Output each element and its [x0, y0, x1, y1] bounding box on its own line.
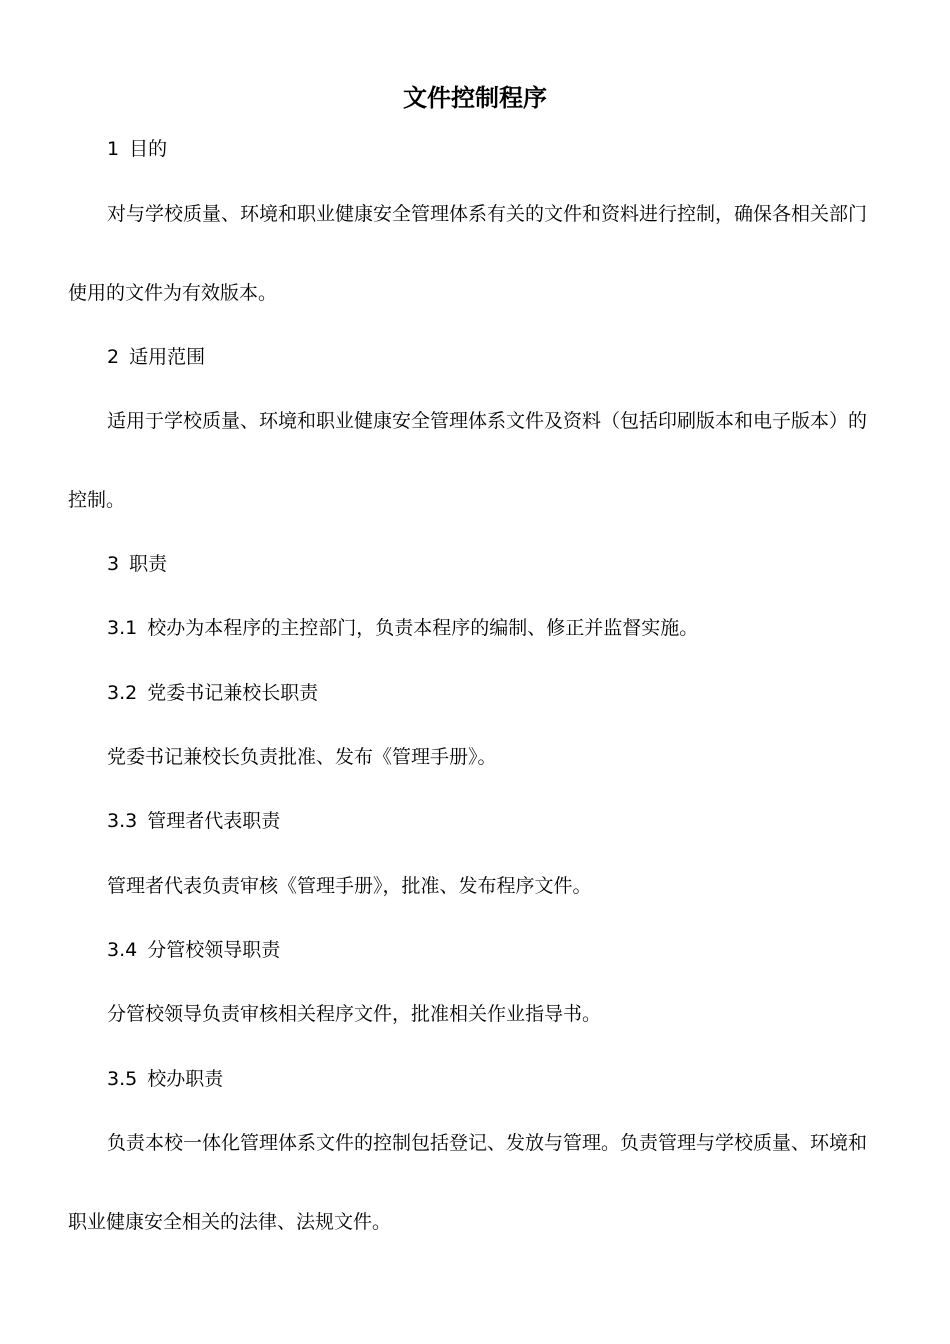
paragraph-line: 对与学校质量、环境和职业健康安全管理体系有关的文件和资料进行控制，确保各相关部门 [107, 203, 868, 225]
document-title: 文件控制程序 [403, 84, 547, 112]
subsection-3-2-heading [107, 679, 318, 707]
paragraph-line: 党委书记兼校长负责批准、发布《管理手册》。 [107, 746, 497, 768]
subsection-text: 校办为本程序的主控部门，负责本程序的编制、修正并监督实施。 [147, 617, 699, 639]
section-title: 职责 [129, 553, 168, 575]
subsection-title: 管理者代表职责 [147, 810, 281, 832]
paragraph-line: 负责本校一体化管理体系文件的控制包括登记、发放与管理。负责管理与学校质量、环境和 [107, 1132, 868, 1154]
subsection-number: 3.2 [107, 682, 138, 704]
paragraph-line: 使用的文件为有效版本。 [68, 282, 278, 304]
subsection-3-3-heading [107, 807, 280, 835]
section-3-heading [107, 550, 167, 578]
subsection-number: 3.4 [107, 939, 138, 961]
paragraph-line: 控制。 [68, 489, 126, 511]
paragraph-line: 适用于学校质量、环境和职业健康安全管理体系文件及资料（包括印刷版本和电子版本）的 [107, 410, 868, 432]
section-2-heading [107, 343, 205, 371]
section-number: 1 [107, 138, 120, 160]
paragraph-line: 管理者代表负责审核《管理手册》，批准、发布程序文件。 [107, 875, 592, 897]
paragraph-line: 分管校领导负责审核相关程序文件，批准相关作业指导书。 [107, 1003, 602, 1025]
section-title: 目的 [129, 138, 168, 160]
subsection-title: 党委书记兼校长职责 [147, 682, 319, 704]
section-title: 适用范围 [129, 346, 206, 368]
section-number: 2 [107, 346, 120, 368]
section-number: 3 [107, 553, 120, 575]
subsection-3-1 [107, 614, 698, 642]
paragraph-line: 职业健康安全相关的法律、法规文件。 [68, 1211, 392, 1233]
subsection-number: 3.1 [107, 617, 138, 639]
subsection-3-4-heading [107, 936, 280, 964]
section-1-heading [107, 135, 167, 163]
subsection-title: 分管校领导职责 [147, 939, 281, 961]
subsection-number: 3.3 [107, 810, 138, 832]
subsection-number: 3.5 [107, 1068, 138, 1090]
subsection-3-5-heading [107, 1065, 223, 1093]
subsection-title: 校办职责 [147, 1068, 224, 1090]
